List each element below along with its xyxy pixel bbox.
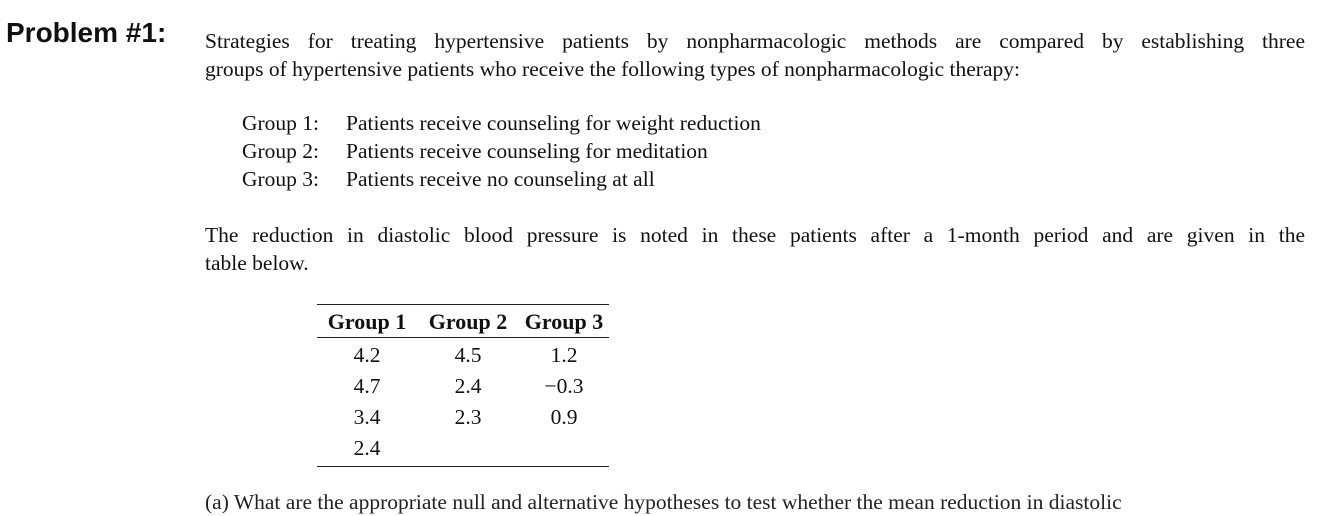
next-part-text: (a) What are the appropriate null and alternative hypotheses to test whether the mean reduction in diastolic bbox=[205, 490, 1122, 514]
table-cell bbox=[417, 433, 519, 467]
group-description: Patients receive counseling for weight reduction bbox=[346, 111, 761, 135]
table-cell: 1.2 bbox=[550, 343, 578, 367]
paragraph-line-2: table below. bbox=[205, 251, 309, 275]
group-description: Patients receive counseling for meditation bbox=[346, 139, 708, 163]
group-label: Group 1: bbox=[242, 111, 320, 135]
table-cell: 2.3 bbox=[454, 405, 482, 429]
table-row bbox=[317, 371, 609, 402]
table-header-row bbox=[317, 305, 609, 338]
group-list bbox=[242, 109, 761, 193]
paragraph-line-1: The reduction in diastolic blood pressure is noted in these patients after a 1-month period and are given in the bbox=[205, 223, 1305, 247]
table-row bbox=[317, 402, 609, 433]
table-cell: 2.4 bbox=[353, 436, 381, 460]
header-group-3: Group 3 bbox=[519, 305, 609, 338]
table-cell: −0.3 bbox=[544, 374, 584, 398]
intro-line-2: groups of hypertensive patients who receive the following types of nonpharmacologic therapy: bbox=[205, 57, 1020, 81]
problem-number: Problem #1: bbox=[6, 17, 167, 48]
table-intro-paragraph bbox=[205, 221, 1305, 277]
bp-reduction-table bbox=[317, 304, 609, 467]
table-cell: 3.4 bbox=[353, 405, 381, 429]
table-row bbox=[317, 338, 609, 372]
group-description: Patients receive no counseling at all bbox=[346, 167, 655, 191]
table-cell: 4.5 bbox=[454, 343, 482, 367]
table-cell: 4.2 bbox=[353, 343, 381, 367]
group-item bbox=[242, 137, 761, 165]
group-label: Group 2: bbox=[242, 139, 320, 163]
group-item bbox=[242, 165, 761, 193]
problem-intro bbox=[205, 27, 1305, 83]
group-item bbox=[242, 109, 761, 137]
header-group-2: Group 2 bbox=[417, 305, 519, 338]
header-group-1: Group 1 bbox=[317, 305, 417, 338]
table-cell: 0.9 bbox=[550, 405, 578, 429]
group-label: Group 3: bbox=[242, 167, 320, 191]
intro-line-1: Strategies for treating hypertensive patients by nonpharmacologic methods are compared by establishing three bbox=[205, 29, 1305, 53]
table-cell bbox=[519, 433, 609, 467]
table-row bbox=[317, 433, 609, 467]
table-cell: 4.7 bbox=[353, 374, 381, 398]
table-cell: 2.4 bbox=[454, 374, 482, 398]
